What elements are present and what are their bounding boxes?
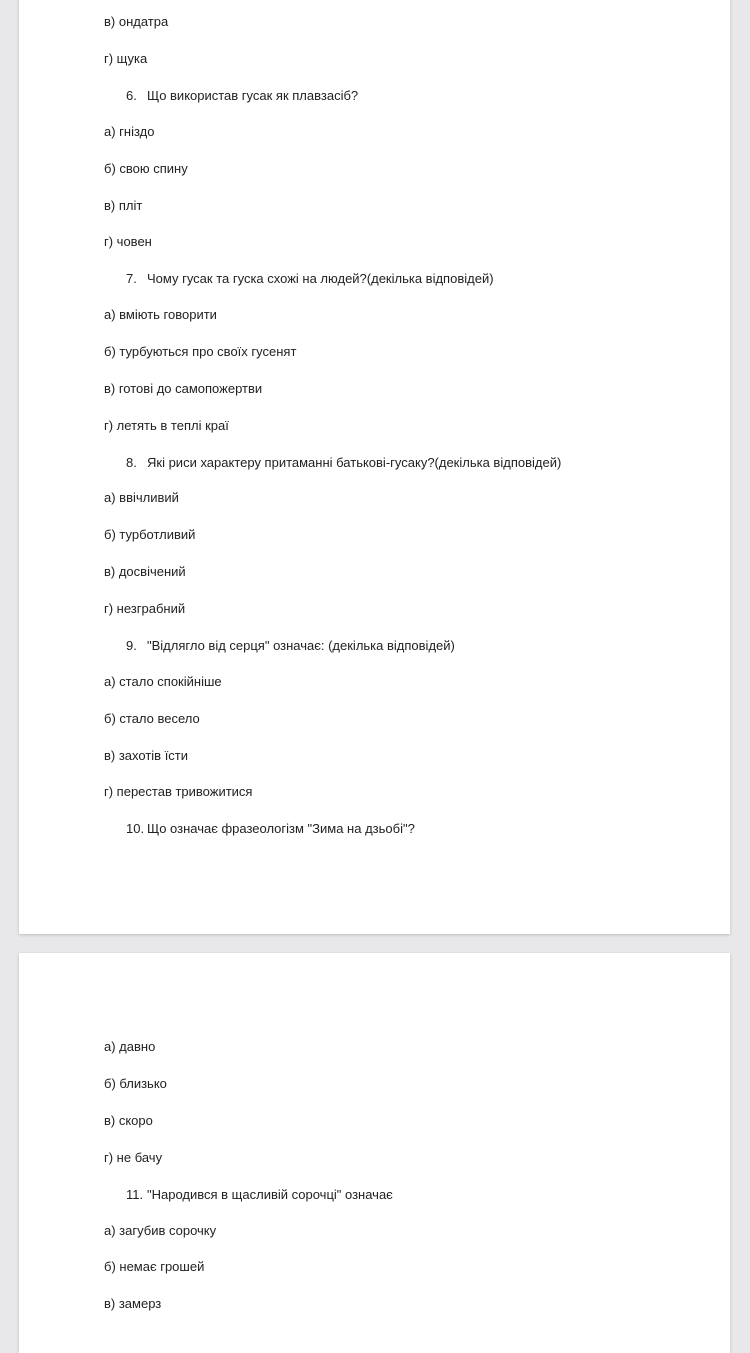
answer-option: г) човен	[104, 234, 152, 249]
answer-option: б) турбуються про своїх гусенят	[104, 344, 297, 359]
question-text: Які риси характеру притаманні батькові-гусаку?(декілька відповідей)	[147, 455, 562, 470]
question-text: "Відлягло від серця" означає: (декілька відповідей)	[147, 638, 455, 653]
question-text: "Народився в щасливій сорочці" означає	[147, 1187, 393, 1202]
answer-option: а) давно	[104, 1039, 156, 1054]
question-number: 10.	[126, 821, 145, 836]
question-text: Що означає фразеологізм "Зима на дзьобі"?	[147, 821, 415, 836]
answer-option: г) незграбний	[104, 601, 186, 616]
answer-option: а) вміють говорити	[104, 307, 217, 322]
answer-option: б) свою спину	[104, 161, 188, 176]
answer-option: а) гніздо	[104, 124, 155, 139]
answer-option: г) щука	[104, 51, 148, 66]
question-number: 8.	[126, 455, 137, 470]
answer-option: б) турботливий	[104, 527, 196, 542]
answer-option: а) ввічливий	[104, 490, 179, 505]
question-text: Що використав гусак як плавзасіб?	[147, 88, 359, 103]
document-page-1	[19, 0, 730, 934]
answer-option: в) ондатра	[104, 14, 169, 29]
answer-option: в) скоро	[104, 1113, 153, 1128]
question-text: Чому гусак та гуска схожі на людей?(декілька відповідей)	[147, 271, 494, 286]
answer-option: в) пліт	[104, 198, 143, 213]
answer-option: в) захотів їсти	[104, 748, 189, 763]
question-number: 9.	[126, 638, 137, 653]
answer-option: а) стало спокійніше	[104, 674, 222, 689]
question-number: 11.	[126, 1187, 144, 1202]
question-number: 6.	[126, 88, 137, 103]
answer-option: в) готові до самопожертви	[104, 381, 263, 396]
answer-option: б) близько	[104, 1076, 167, 1091]
answer-option: г) перестав тривожитися	[104, 784, 253, 799]
answer-option: б) стало весело	[104, 711, 200, 726]
document-page-2	[19, 953, 730, 1353]
answer-option: а) загубив сорочку	[104, 1223, 217, 1238]
answer-option: г) не бачу	[104, 1150, 163, 1165]
question-number: 7.	[126, 271, 137, 286]
answer-option: г) летять в теплі краї	[104, 418, 229, 433]
answer-option: в) замерз	[104, 1296, 162, 1311]
answer-option: в) досвічений	[104, 564, 186, 579]
answer-option: б) немає грошей	[104, 1259, 205, 1274]
